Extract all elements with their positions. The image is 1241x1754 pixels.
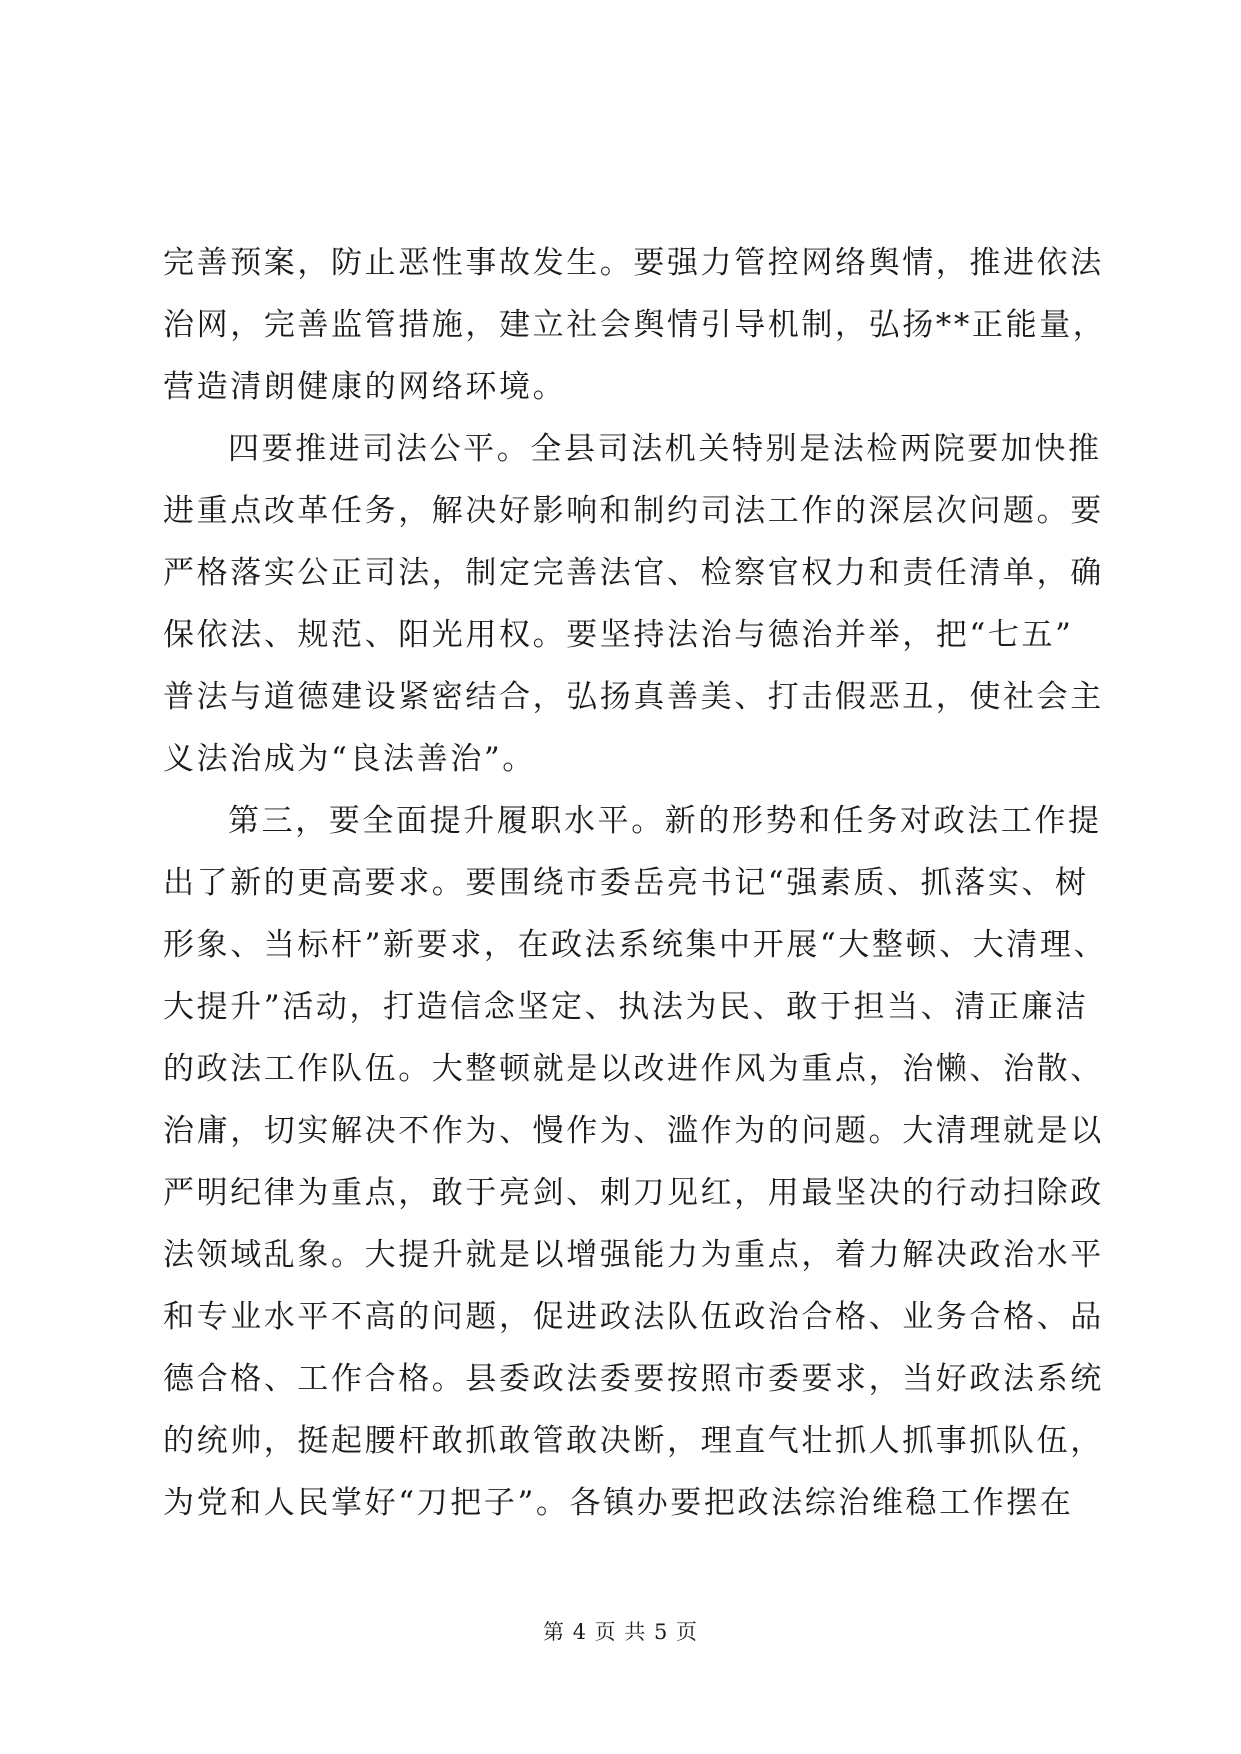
- text-line: 德合格、工作合格。县委政法委要按照市委要求，当好政法系统: [163, 1361, 1104, 1397]
- text-line: 的政法工作队伍。大整顿就是以改进作风为重点，治懒、治散、: [163, 1051, 1104, 1087]
- text-line: 法领域乱象。大提升就是以增强能力为重点，着力解决政治水平: [163, 1237, 1104, 1273]
- text-line: 严明纪律为重点，敢于亮剑、刺刀见红，用最坚决的行动扫除政: [163, 1175, 1104, 1211]
- paragraph-first-line: 第三，要全面提升履职水平。新的形势和任务对政法工作提: [228, 803, 1102, 839]
- text-line: 大提升”活动，打造信念坚定、执法为民、敢于担当、清正廉洁: [163, 989, 1089, 1025]
- paragraph-first-line: 四要推进司法公平。全县司法机关特别是法检两院要加快推: [228, 431, 1102, 467]
- text-line: 保依法、规范、阳光用权。要坚持法治与德治并举，把“七五”: [163, 617, 1074, 653]
- text-line: 治网，完善监管措施，建立社会舆情引导机制，弘扬**正能量，: [163, 307, 1107, 343]
- text-line: 为党和人民掌好“刀把子”。各镇办要把政法综治维稳工作摆在: [163, 1485, 1074, 1521]
- text-line: 严格落实公正司法，制定完善法官、检察官权力和责任清单，确: [163, 555, 1104, 591]
- text-line: 形象、当标杆”新要求，在政法系统集中开展“大整顿、大清理、: [163, 927, 1108, 963]
- text-line: 的统帅，挺起腰杆敢抓敢管敢决断，理直气壮抓人抓事抓队伍，: [163, 1423, 1104, 1459]
- text-line: 治庸，切实解决不作为、慢作为、滥作为的问题。大清理就是以: [163, 1113, 1104, 1149]
- text-line: 进重点改革任务，解决好影响和制约司法工作的深层次问题。要: [163, 493, 1104, 529]
- text-line: 营造清朗健康的网络环境。: [163, 369, 567, 405]
- text-line: 完善预案，防止恶性事故发生。要强力管控网络舆情，推进依法: [163, 245, 1104, 281]
- text-line: 义法治成为“良法善治”。: [163, 741, 536, 777]
- page-number-footer: 第 4 页 共 5 页: [542, 1620, 699, 1644]
- body-text: [163, 232, 1108, 1534]
- text-line: 普法与道德建设紧密结合，弘扬真善美、打击假恶丑，使社会主: [163, 679, 1104, 715]
- text-line: 出了新的更高要求。要围绕市委岳亮书记“强素质、抓落实、树: [163, 865, 1089, 901]
- text-line: 和专业水平不高的问题，促进政法队伍政治合格、业务合格、品: [163, 1299, 1104, 1335]
